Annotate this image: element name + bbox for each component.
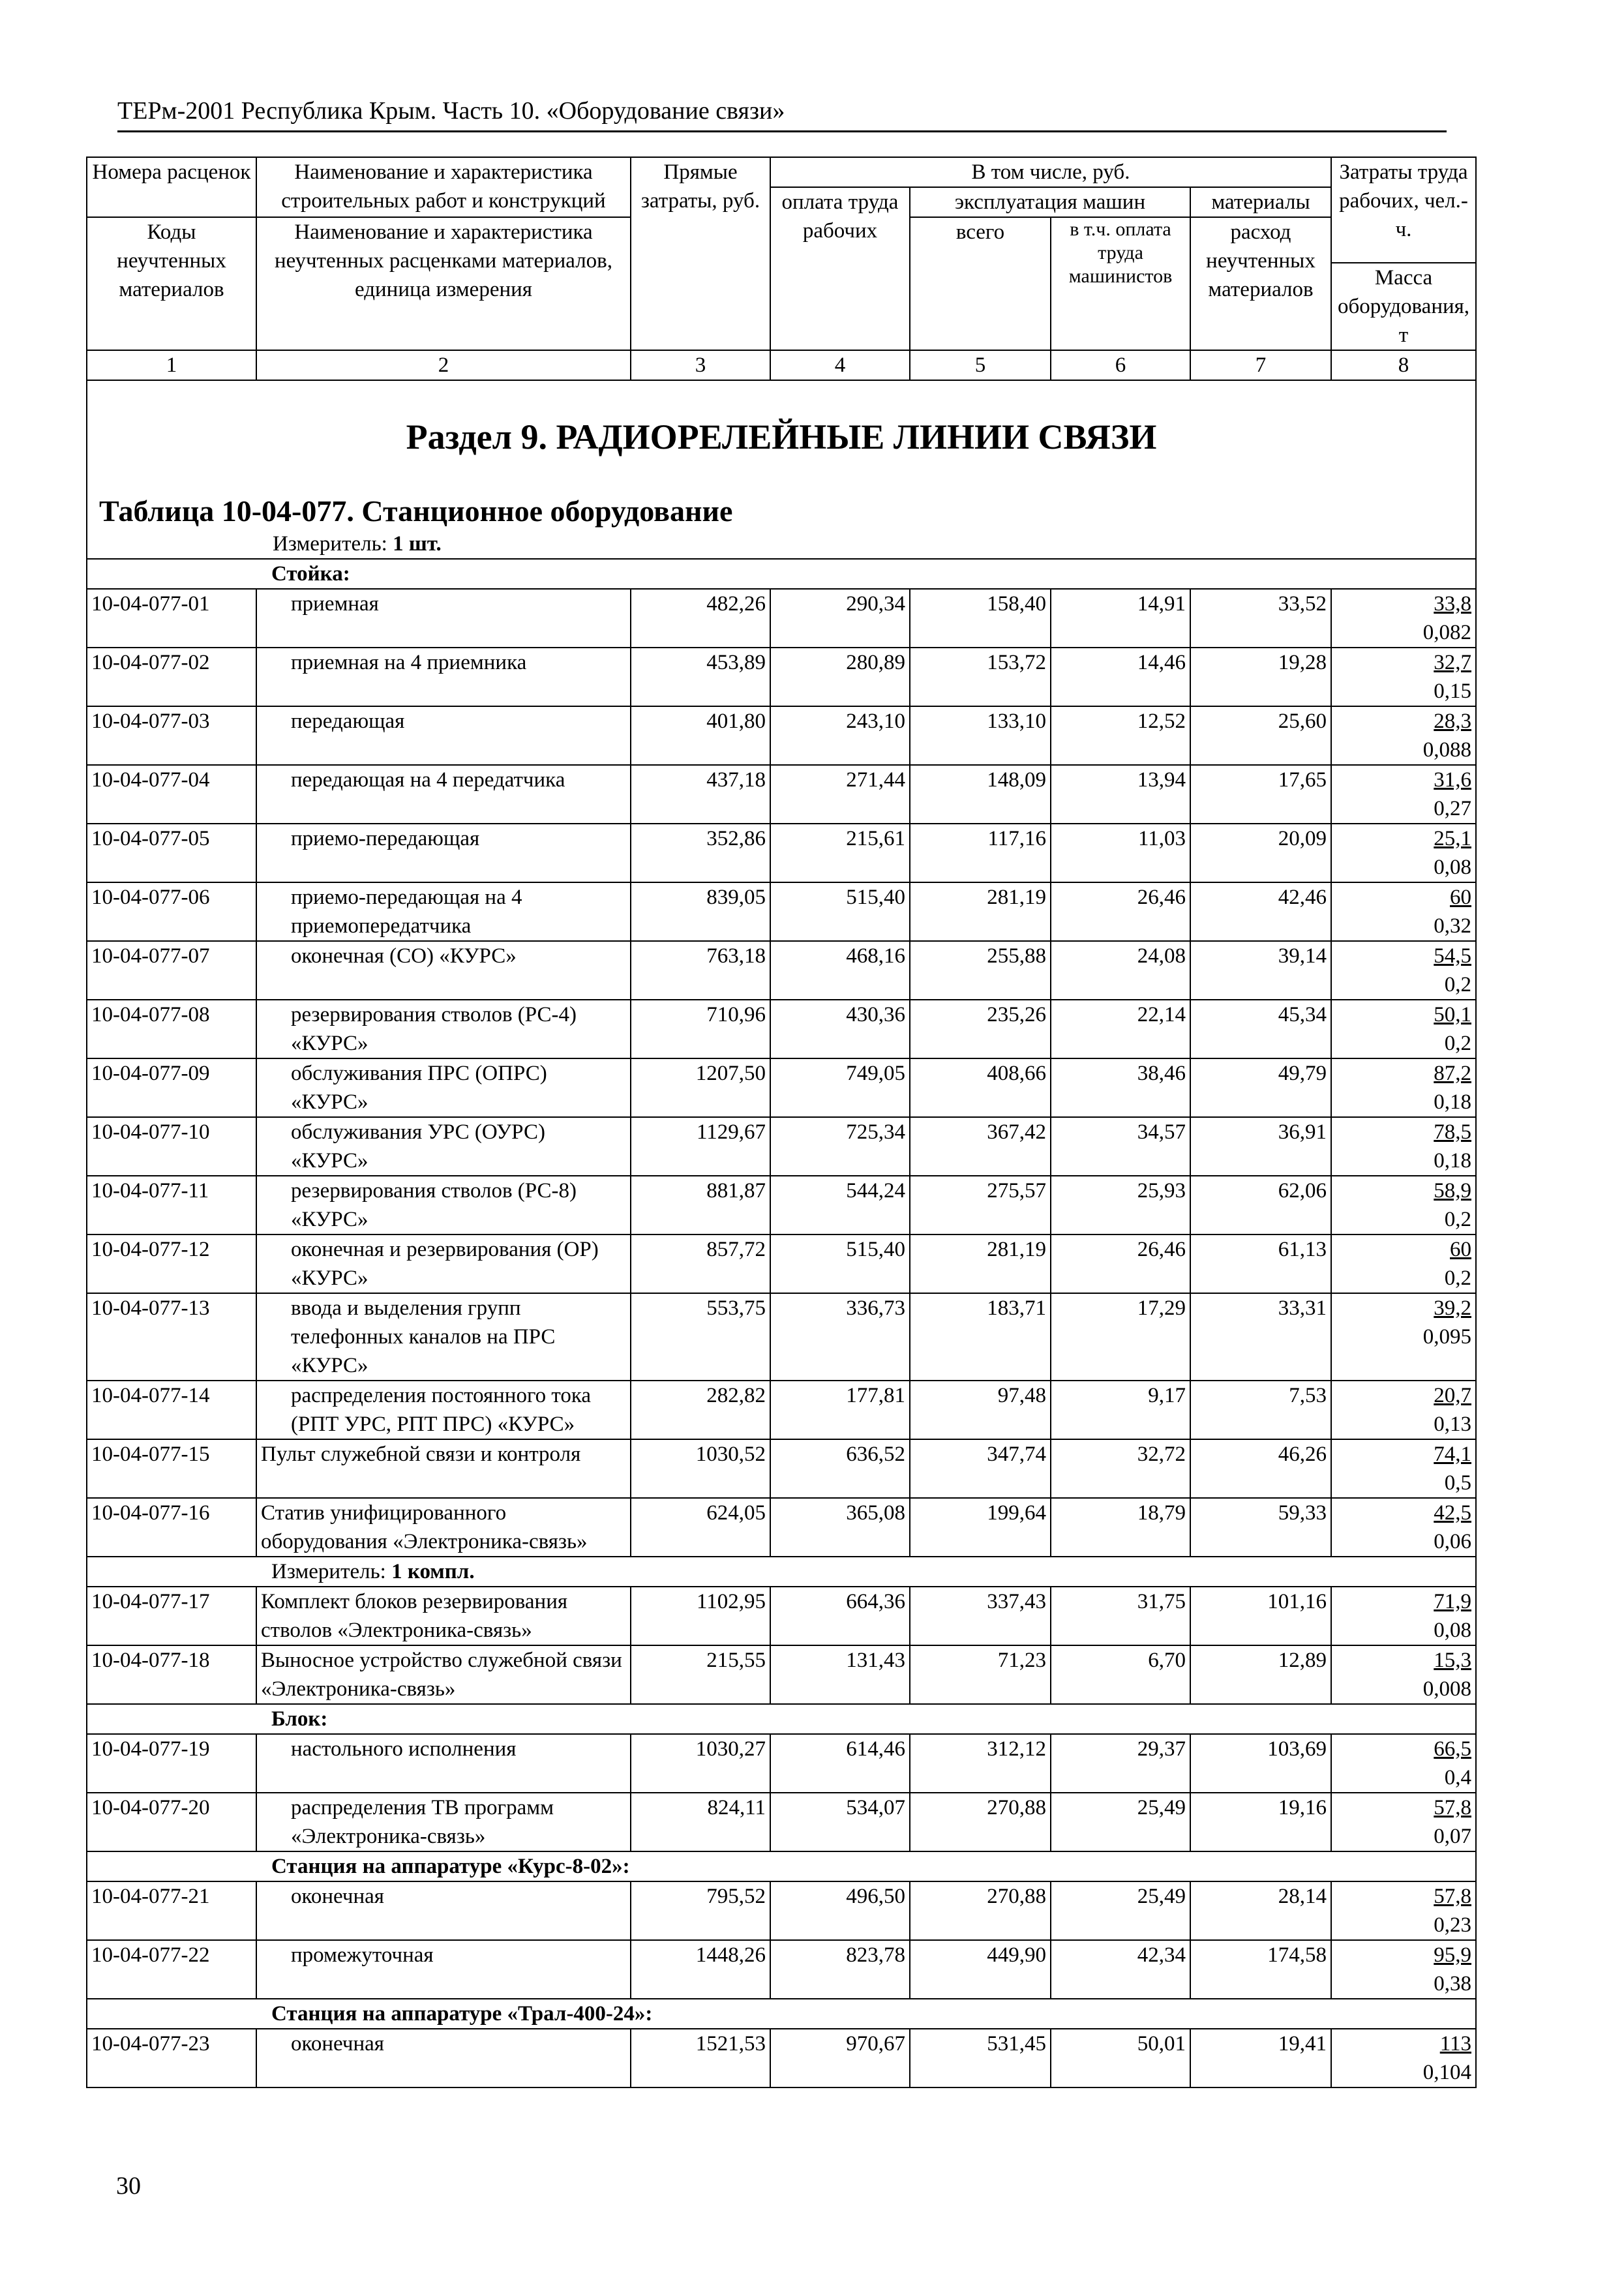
direct-costs: 437,18 [631,765,770,824]
group-label: Стойка: [87,559,1476,589]
machines-total: 337,43 [910,1587,1051,1645]
labor-hours: 20,7 [1434,1384,1472,1407]
work-name: передающая на 4 передатчика [256,765,631,824]
labor-and-mass [1331,1234,1476,1293]
direct-costs: 763,18 [631,941,770,1000]
column-number: 5 [910,350,1051,380]
work-name: передающая [256,706,631,765]
table-row [87,1498,1476,1557]
operator-pay: 13,94 [1051,765,1190,824]
machines-total: 531,45 [910,2029,1051,2087]
equipment-mass: 0,15 [1434,680,1472,703]
materials-cost: 101,16 [1190,1587,1331,1645]
worker-pay: 336,73 [770,1293,910,1381]
equipment-mass: 0,23 [1434,1913,1472,1937]
materials-cost: 39,14 [1190,941,1331,1000]
materials-cost: 103,69 [1190,1734,1331,1793]
direct-costs: 352,86 [631,824,770,882]
group-row [87,1851,1476,1881]
labor-and-mass [1331,1734,1476,1793]
labor-and-mass [1331,706,1476,765]
machines-total: 255,88 [910,941,1051,1000]
materials-cost: 7,53 [1190,1381,1331,1439]
worker-pay: 280,89 [770,648,910,706]
work-name: оконечная [256,2029,631,2087]
equipment-mass: 0,27 [1434,797,1472,820]
direct-costs: 1448,26 [631,1940,770,1999]
machines-total: 281,19 [910,1234,1051,1293]
worker-pay: 290,34 [770,589,910,648]
operator-pay: 38,46 [1051,1058,1190,1117]
materials-cost: 33,31 [1190,1293,1331,1381]
worker-pay: 749,05 [770,1058,910,1117]
group-row [87,559,1476,589]
work-name: обслуживания ПРС (ОПРС) «КУРС» [256,1058,631,1117]
machines-total: 97,48 [910,1381,1051,1439]
direct-costs: 1102,95 [631,1587,770,1645]
rates-table [86,157,1477,2088]
table-row [87,589,1476,648]
rate-code: 10-04-077-05 [87,824,256,882]
work-name: распределения ТВ программ «Электроника-связь» [256,1793,631,1851]
worker-pay: 243,10 [770,706,910,765]
equipment-mass: 0,2 [1444,1032,1472,1055]
table-row [87,1940,1476,1999]
labor-and-mass [1331,1117,1476,1176]
worker-pay: 614,46 [770,1734,910,1793]
table-row [87,1645,1476,1704]
labor-hours: 66,5 [1434,1737,1472,1761]
header-equipment-mass: Масса оборудования, т [1331,263,1476,350]
header-machine-operation: эксплуатация машин [910,187,1190,217]
column-number: 6 [1051,350,1190,380]
rate-code: 10-04-077-02 [87,648,256,706]
header-labor-hours: Затраты труда рабочих, чел.-ч. [1331,157,1476,263]
worker-pay: 131,43 [770,1645,910,1704]
worker-pay: 636,52 [770,1439,910,1498]
machines-total: 158,40 [910,589,1051,648]
header-materials: материалы [1190,187,1331,217]
table-row [87,1381,1476,1439]
worker-pay: 823,78 [770,1940,910,1999]
rate-code: 10-04-077-13 [87,1293,256,1381]
machines-total: 449,90 [910,1940,1051,1999]
work-name: ввода и выделения групп телефонных каналов на ПРС «КУРС» [256,1293,631,1381]
operator-pay: 12,52 [1051,706,1190,765]
operator-pay: 50,01 [1051,2029,1190,2087]
direct-costs: 1521,53 [631,2029,770,2087]
operator-pay: 25,49 [1051,1793,1190,1851]
labor-hours: 78,5 [1434,1120,1472,1144]
labor-hours: 42,5 [1434,1501,1472,1525]
direct-costs: 282,82 [631,1381,770,1439]
labor-hours: 57,8 [1434,1796,1472,1819]
rate-code: 10-04-077-09 [87,1058,256,1117]
direct-costs: 482,26 [631,589,770,648]
direct-costs: 795,52 [631,1881,770,1940]
operator-pay: 25,49 [1051,1881,1190,1940]
page-header-title: ТЕРм-2001 Республика Крым. Часть 10. «Оборудование связи» [117,97,1447,132]
worker-pay: 468,16 [770,941,910,1000]
table-row [87,2029,1476,2087]
operator-pay: 42,34 [1051,1940,1190,1999]
operator-pay: 6,70 [1051,1645,1190,1704]
labor-hours: 54,5 [1434,944,1472,968]
worker-pay: 177,81 [770,1381,910,1439]
work-name: приемо-передающая на 4 приемопередатчика [256,882,631,941]
worker-pay: 430,36 [770,1000,910,1058]
rate-code: 10-04-077-16 [87,1498,256,1557]
operator-pay: 34,57 [1051,1117,1190,1176]
labor-and-mass [1331,2029,1476,2087]
rate-code: 10-04-077-11 [87,1176,256,1234]
labor-and-mass [1331,1176,1476,1234]
materials-cost: 174,58 [1190,1940,1331,1999]
rate-code: 10-04-077-14 [87,1381,256,1439]
equipment-mass: 0,06 [1434,1530,1472,1553]
labor-hours: 28,3 [1434,710,1472,733]
column-number: 3 [631,350,770,380]
section-title: Раздел 9. РАДИОРЕЛЕЙНЫЕ ЛИНИИ СВЯЗИ [406,417,1157,456]
header-work-name: Наименование и характеристика строительных работ и конструкций [256,157,631,217]
materials-cost: 46,26 [1190,1439,1331,1498]
operator-pay: 26,46 [1051,1234,1190,1293]
column-number: 4 [770,350,910,380]
labor-and-mass [1331,648,1476,706]
equipment-mass: 0,18 [1434,1090,1472,1114]
labor-hours: 31,6 [1434,768,1472,792]
equipment-mass: 0,2 [1444,1266,1472,1290]
table-row [87,1734,1476,1793]
labor-and-mass [1331,941,1476,1000]
labor-hours: 25,1 [1434,827,1472,850]
group-label: Станция на аппаратуре «Курс-8-02»: [87,1851,1476,1881]
table-row [87,1793,1476,1851]
worker-pay: 970,67 [770,2029,910,2087]
labor-hours: 39,2 [1434,1296,1472,1320]
worker-pay: 534,07 [770,1793,910,1851]
labor-and-mass [1331,1439,1476,1498]
materials-cost: 28,14 [1190,1881,1331,1940]
direct-costs: 215,55 [631,1645,770,1704]
labor-and-mass [1331,1381,1476,1439]
labor-hours: 33,8 [1434,592,1472,616]
equipment-mass: 0,18 [1434,1149,1472,1173]
labor-hours: 87,2 [1434,1062,1472,1085]
worker-pay: 544,24 [770,1176,910,1234]
work-name: резервирования стволов (РС-4) «КУРС» [256,1000,631,1058]
equipment-mass: 0,32 [1434,914,1472,938]
operator-pay: 25,93 [1051,1176,1190,1234]
worker-pay: 271,44 [770,765,910,824]
table-row [87,1439,1476,1498]
equipment-mass: 0,095 [1422,1325,1472,1349]
operator-pay: 11,03 [1051,824,1190,882]
labor-and-mass [1331,1000,1476,1058]
labor-and-mass [1331,1645,1476,1704]
labor-hours: 60 [1450,1238,1472,1261]
equipment-mass: 0,2 [1444,973,1472,996]
header-worker-pay: оплата труда рабочих [770,187,910,350]
work-name: Статив унифицированного оборудования «Электроника-связь» [256,1498,631,1557]
rate-code: 10-04-077-17 [87,1587,256,1645]
labor-hours: 74,1 [1434,1443,1472,1466]
labor-and-mass [1331,1293,1476,1381]
equipment-mass: 0,08 [1434,1619,1472,1642]
worker-pay: 664,36 [770,1587,910,1645]
table-row [87,941,1476,1000]
table-row [87,824,1476,882]
labor-and-mass [1331,1881,1476,1940]
labor-and-mass [1331,1058,1476,1117]
rate-code: 10-04-077-20 [87,1793,256,1851]
work-name: Выносное устройство служебной связи «Электроника-связь» [256,1645,631,1704]
machines-total: 275,57 [910,1176,1051,1234]
direct-costs: 624,05 [631,1498,770,1557]
work-name: обслуживания УРС (ОУРС) «КУРС» [256,1117,631,1176]
measure-value: 1 компл. [391,1560,475,1583]
work-name: приемная на 4 приемника [256,648,631,706]
table-row [87,648,1476,706]
table-row [87,1058,1476,1117]
work-name: промежуточная [256,1940,631,1999]
worker-pay: 515,40 [770,882,910,941]
labor-and-mass [1331,824,1476,882]
rate-code: 10-04-077-22 [87,1940,256,1999]
measure-unit [87,1557,1476,1587]
machines-total: 235,26 [910,1000,1051,1058]
table-row [87,1234,1476,1293]
direct-costs: 1030,52 [631,1439,770,1498]
column-number: 2 [256,350,631,380]
table-row [87,1117,1476,1176]
rate-code: 10-04-077-01 [87,589,256,648]
materials-cost: 45,34 [1190,1000,1331,1058]
machines-total: 270,88 [910,1881,1051,1940]
rate-code: 10-04-077-12 [87,1234,256,1293]
header-machines-total: всего [910,217,1051,350]
operator-pay: 17,29 [1051,1293,1190,1381]
table-row [87,1587,1476,1645]
rate-code: 10-04-077-07 [87,941,256,1000]
labor-and-mass [1331,1498,1476,1557]
equipment-mass: 0,5 [1444,1471,1472,1495]
direct-costs: 710,96 [631,1000,770,1058]
operator-pay: 29,37 [1051,1734,1190,1793]
direct-costs: 857,72 [631,1234,770,1293]
labor-hours: 32,7 [1434,651,1472,674]
table-row [87,765,1476,824]
group-label: Блок: [87,1704,1476,1734]
table-row [87,706,1476,765]
operator-pay: 22,14 [1051,1000,1190,1058]
materials-cost: 59,33 [1190,1498,1331,1557]
labor-and-mass [1331,1587,1476,1645]
materials-cost: 19,28 [1190,648,1331,706]
worker-pay: 496,50 [770,1881,910,1940]
operator-pay: 31,75 [1051,1587,1190,1645]
work-name: оконечная (СО) «КУРС» [256,941,631,1000]
materials-cost: 25,60 [1190,706,1331,765]
machines-total: 133,10 [910,706,1051,765]
machines-total: 148,09 [910,765,1051,824]
labor-and-mass [1331,589,1476,648]
direct-costs: 824,11 [631,1793,770,1851]
direct-costs: 839,05 [631,882,770,941]
equipment-mass: 0,088 [1422,738,1472,762]
labor-hours: 71,9 [1434,1590,1472,1613]
equipment-mass: 0,38 [1434,1972,1472,1996]
work-name: резервирования стволов (РС-8) «КУРС» [256,1176,631,1234]
header-direct-costs: Прямые затраты, руб. [631,157,770,350]
labor-hours: 113 [1439,2032,1472,2056]
operator-pay: 18,79 [1051,1498,1190,1557]
labor-and-mass [1331,765,1476,824]
operator-pay: 14,91 [1051,589,1190,648]
equipment-mass: 0,07 [1434,1825,1472,1848]
worker-pay: 725,34 [770,1117,910,1176]
direct-costs: 553,75 [631,1293,770,1381]
work-name: распределения постоянного тока (РПТ УРС, РПТ ПРС) «КУРС» [256,1381,631,1439]
machines-total: 71,23 [910,1645,1051,1704]
table-row [87,1293,1476,1381]
materials-cost: 42,46 [1190,882,1331,941]
worker-pay: 365,08 [770,1498,910,1557]
page-number: 30 [116,2172,141,2200]
labor-hours: 57,8 [1434,1885,1472,1908]
header-rate-numbers: Номера расценок [87,157,256,217]
group-row [87,1999,1476,2029]
direct-costs: 881,87 [631,1176,770,1234]
direct-costs: 1129,67 [631,1117,770,1176]
measure-unit [273,530,1471,558]
column-number: 8 [1331,350,1476,380]
materials-cost: 61,13 [1190,1234,1331,1293]
operator-pay: 32,72 [1051,1439,1190,1498]
machines-total: 117,16 [910,824,1051,882]
work-name: Комплект блоков резервирования стволов «Электроника-связь» [256,1587,631,1645]
operator-pay: 14,46 [1051,648,1190,706]
labor-hours: 60 [1450,886,1472,909]
work-name: оконечная [256,1881,631,1940]
labor-hours: 15,3 [1434,1649,1472,1672]
rate-code: 10-04-077-06 [87,882,256,941]
table-row [87,1881,1476,1940]
machines-total: 367,42 [910,1117,1051,1176]
rate-code: 10-04-077-04 [87,765,256,824]
measure-row [87,1557,1476,1587]
column-number: 7 [1190,350,1331,380]
rate-code: 10-04-077-03 [87,706,256,765]
table-row [87,1176,1476,1234]
materials-cost: 36,91 [1190,1117,1331,1176]
header-operator-pay: в т.ч. оплата труда машинистов [1051,217,1190,350]
materials-cost: 49,79 [1190,1058,1331,1117]
operator-pay: 26,46 [1051,882,1190,941]
materials-cost: 33,52 [1190,589,1331,648]
machines-total: 183,71 [910,1293,1051,1381]
group-row [87,1704,1476,1734]
work-name: оконечная и резервирования (ОР) «КУРС» [256,1234,631,1293]
labor-hours: 50,1 [1434,1003,1472,1026]
labor-and-mass [1331,1793,1476,1851]
direct-costs: 453,89 [631,648,770,706]
machines-total: 153,72 [910,648,1051,706]
worker-pay: 215,61 [770,824,910,882]
operator-pay: 9,17 [1051,1381,1190,1439]
machines-total: 312,12 [910,1734,1051,1793]
rate-code: 10-04-077-10 [87,1117,256,1176]
work-name: Пульт служебной связи и контроля [256,1439,631,1498]
group-label: Станция на аппаратуре «Трал-400-24»: [87,1999,1476,2029]
labor-hours: 95,9 [1434,1943,1472,1967]
machines-total: 281,19 [910,882,1051,941]
work-name: приемная [256,589,631,648]
equipment-mass: 0,13 [1434,1413,1472,1436]
equipment-mass: 0,08 [1434,856,1472,879]
materials-cost: 12,89 [1190,1645,1331,1704]
measure-label: Измеритель: [273,532,393,556]
section-block [87,380,1476,559]
labor-and-mass [1331,1940,1476,1999]
machines-total: 199,64 [910,1498,1051,1557]
rate-code: 10-04-077-21 [87,1881,256,1940]
equipment-mass: 0,2 [1444,1208,1472,1231]
rate-code: 10-04-077-15 [87,1439,256,1498]
work-name: приемо-передающая [256,824,631,882]
equipment-mass: 0,008 [1422,1677,1472,1701]
rate-code: 10-04-077-23 [87,2029,256,2087]
rate-code: 10-04-077-08 [87,1000,256,1058]
column-number: 1 [87,350,256,380]
header-material-codes: Коды неучтенных материалов [87,217,256,350]
work-name: настольного исполнения [256,1734,631,1793]
measure-value: 1 шт. [393,532,442,556]
measure-label: Измеритель: [271,1560,392,1583]
equipment-mass: 0,104 [1422,2061,1472,2084]
rate-code: 10-04-077-18 [87,1645,256,1704]
direct-costs: 401,80 [631,706,770,765]
table-row [87,1000,1476,1058]
direct-costs: 1030,27 [631,1734,770,1793]
equipment-mass: 0,082 [1422,621,1472,644]
worker-pay: 515,40 [770,1234,910,1293]
table-row [87,882,1476,941]
materials-cost: 62,06 [1190,1176,1331,1234]
materials-cost: 19,41 [1190,2029,1331,2087]
header-unaccounted-materials: расход неучтенных материалов [1190,217,1331,350]
machines-total: 270,88 [910,1793,1051,1851]
machines-total: 408,66 [910,1058,1051,1117]
direct-costs: 1207,50 [631,1058,770,1117]
materials-cost: 20,09 [1190,824,1331,882]
equipment-mass: 0,4 [1444,1766,1472,1789]
operator-pay: 24,08 [1051,941,1190,1000]
rate-code: 10-04-077-19 [87,1734,256,1793]
header-material-name: Наименование и характеристика неучтенных расценками материалов, единица измерения [256,217,631,350]
materials-cost: 17,65 [1190,765,1331,824]
materials-cost: 19,16 [1190,1793,1331,1851]
machines-total: 347,74 [910,1439,1051,1498]
table-title: Таблица 10-04-077. Станционное оборудование [99,494,733,528]
header-including: В том числе, руб. [770,157,1331,187]
labor-and-mass [1331,882,1476,941]
labor-hours: 58,9 [1434,1179,1472,1203]
